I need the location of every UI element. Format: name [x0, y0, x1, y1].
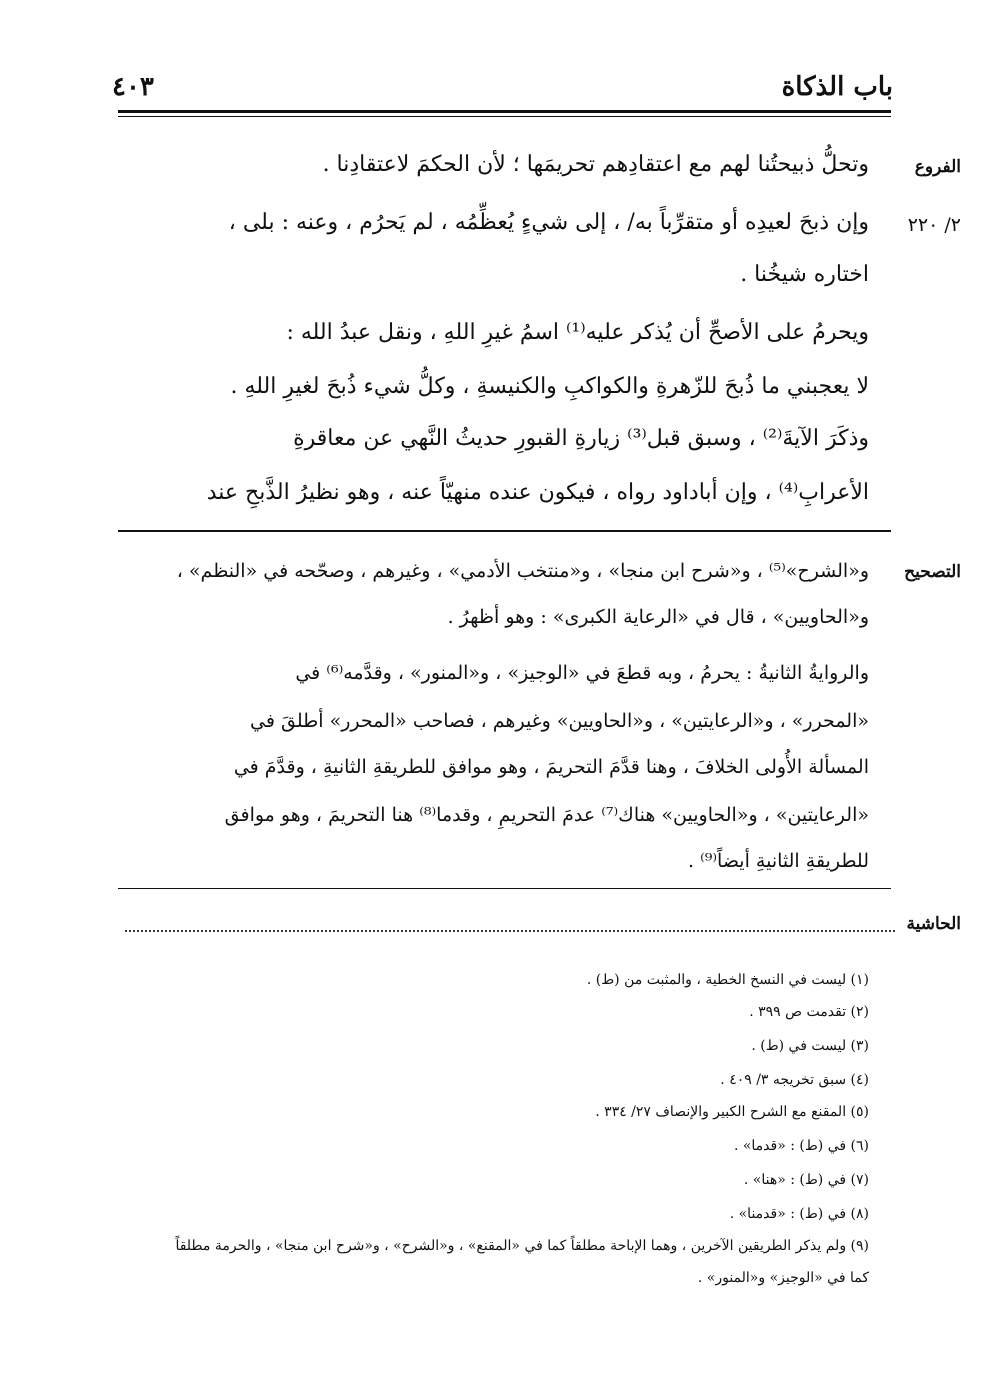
chapter-title: باب الذكاة	[781, 72, 893, 102]
footnote-2: (٢) تقدمت ص ٣٩٩ .	[749, 1004, 869, 1020]
footnote-5: (٥) المقنع مع الشرح الكبير والإنصاف ٢٧/ ٣٣٤ .	[595, 1104, 869, 1120]
footnote-6: (٦) في (ط) : «قدما» .	[733, 1138, 869, 1154]
section-label-furu: الفروع	[914, 157, 961, 177]
tashih-line-1: و«الشرح»⁽⁵⁾ ، و«شرح ابن منجا» ، و«منتخب الأدمي» ، وغيرهم ، وصحّحه في «النظم» ،	[176, 560, 869, 582]
main-line-6: وذكَرَ الآيةَ⁽²⁾ ، وسبق قبل⁽³⁾ زيارةِ القبورِ حديثُ النَّهي عن معاقرةِ	[293, 426, 869, 451]
header-rule	[118, 110, 891, 113]
tashih-line-4: «المحرر» ، و«الرعايتين» ، و«الحاويين» وغيرهم ، فصاحب «المحرر» أطلقَ في	[250, 710, 869, 732]
hashiya-dotted-line	[125, 930, 895, 932]
tashih-section-rule	[118, 888, 891, 889]
page-number: ٤٠٣	[112, 72, 154, 102]
main-line-4: ويحرمُ على الأصحِّ أن يُذكر عليه⁽¹⁾ اسمُ غيرِ اللهِ ، ونقل عبدُ الله :	[286, 320, 869, 345]
main-line-1: وتحلُّ ذبيحتُنا لهم مع اعتقادِهم تحريمَها ؛ لأن الحكمَ لاعتقادِنا .	[322, 152, 869, 177]
tashih-line-2: و«الحاويين» ، قال في «الرعاية الكبرى» : وهو أظهرُ .	[447, 606, 869, 628]
footnote-3: (٣) ليست في (ط) .	[751, 1038, 869, 1054]
section-label-tashih: التصحيح	[904, 562, 961, 582]
tashih-line-7: للطريقةِ الثانيةِ أيضاً⁽⁹⁾ .	[688, 850, 869, 872]
footnote-9-continued: كما في «الوجيز» و«المنور» .	[697, 1270, 869, 1286]
section-label-hashiya: الحاشية	[906, 914, 961, 934]
tashih-line-5: المسألة الأُولى الخلافَ ، وهنا قدَّمَ التحريمَ ، وهو موافق للطريقةِ الثانيةِ ، وقدَّمَ في	[233, 756, 869, 778]
footnote-8: (٨) في (ط) : «قدمنا» .	[729, 1206, 869, 1222]
main-line-3: اختاره شيخُنا .	[740, 262, 869, 287]
main-line-2: وإن ذبحَ لعيدِه أو متقرِّباً به/ ، إلى شيءٍ يُعظِّمُه ، لم يَحرُم ، وعنه : بلى ،	[228, 210, 869, 235]
footnote-9: (٩) ولم يذكر الطريقين الآخرين ، وهما الإباحة مطلقاً كما في «المقنع» ، و«الشرح» ، و«شرح ابن منجا» ، والحرمة مطلقاً	[175, 1238, 869, 1254]
main-line-7: الأعرابِ⁽⁴⁾ ، وإن أباداود رواه ، فيكون عنده منهيّاً عنه ، وهو نظيرُ الذَّبحِ عند	[206, 480, 869, 505]
footnote-1: (١) ليست في النسخ الخطية ، والمثبت من (ط) .	[586, 972, 869, 988]
footnote-7: (٧) في (ط) : «هنا» .	[743, 1172, 869, 1188]
main-line-5: لا يعجبني ما ذُبحَ للزّهرةِ والكواكبِ والكنيسةِ ، وكلُّ شيء ذُبحَ لغيرِ اللهِ .	[230, 374, 869, 399]
main-section-rule	[118, 530, 891, 532]
tashih-line-6: «الرعايتين» ، و«الحاويين» هناك⁽⁷⁾ عدمَ التحريمِ ، وقدما⁽⁸⁾ هنا التحريمَ ، وهو موافق	[224, 804, 869, 826]
footnote-4: (٤) سبق تخريجه ٣/ ٤٠٩ .	[720, 1072, 869, 1088]
volume-page-ref: ٢/ ٢٢٠	[907, 214, 961, 236]
header-rule-thin	[118, 116, 891, 117]
tashih-line-3: والروايةُ الثانيةُ : يحرمُ ، وبه قطعَ في «الوجيز» ، و«المنور» ، وقدَّمه⁽⁶⁾ في	[295, 662, 869, 684]
